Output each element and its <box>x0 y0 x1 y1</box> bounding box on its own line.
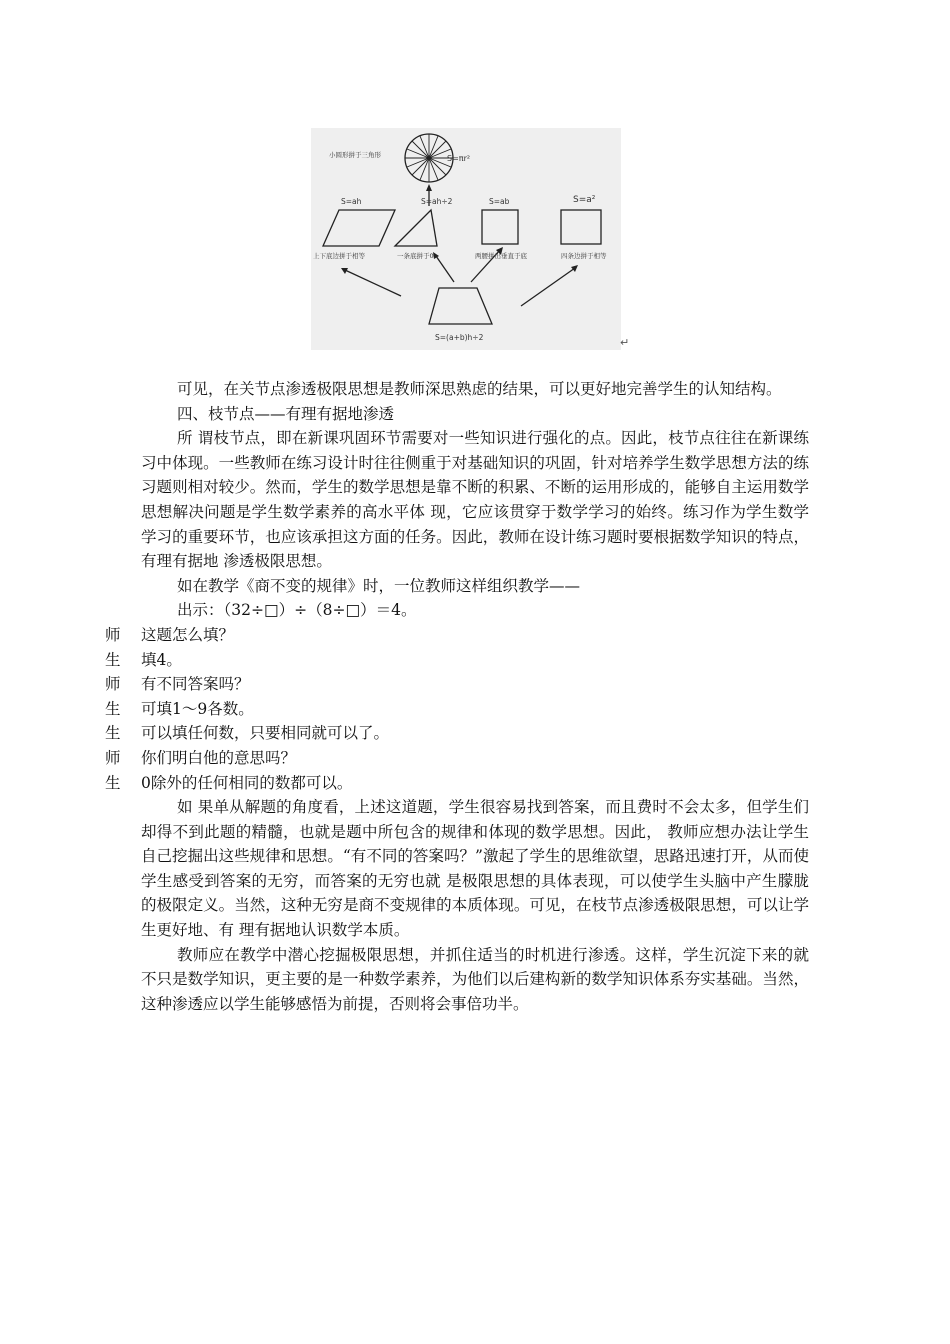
dialog-speaker: 生 <box>105 699 121 718</box>
dialog-speaker: 生 <box>105 724 121 743</box>
paragraph-analysis: 如 果单从解题的角度看，上述这道题，学生很容易找到答案，而且费时不会太多，但学生们却得不到此题的精髓，也就是题中所包含的规律和体现的数学思想。因此， 教师应想办法让学生自己挖掘出这些规律和思想。“有不同的答案吗？”激起了学生的思维欲望，思路迅速打开，从而使学生感受到答案的无穷，而答案的无穷也就 是极限思想的具体表现，可以使学生头脑中产生朦胧的极限定义。当然，这种无穷是商不变规律的本质体现。可见，在枝节点渗透极限思想，可以让学生更好地、有 理有据地认识数学本质。 <box>141 798 809 940</box>
dialog-text: 填4。 <box>141 650 182 669</box>
paragraph-problem: 出示：（32÷□）÷（8÷□）＝4。 <box>177 601 417 620</box>
diagram-svg <box>311 128 621 350</box>
dialog-speaker: 师 <box>105 625 121 644</box>
rectangle-caption: 两腰拼出垂直于底 <box>475 252 527 260</box>
dialog-line <box>105 746 809 771</box>
paragraph-return-mark: ↵ <box>620 336 630 349</box>
dialog-line <box>105 721 809 746</box>
parallelogram-caption: 上下底边拼于相等 <box>313 252 365 260</box>
classroom-dialog <box>105 623 809 795</box>
dialog-text: 可以填任何数，只要相同就可以了。 <box>141 724 390 743</box>
dialog-speaker: 生 <box>105 650 121 669</box>
triangle-caption: 一条底拼于0 <box>397 252 434 260</box>
dialog-line <box>105 771 809 796</box>
dialog-speaker: 师 <box>105 675 121 694</box>
circle-caption: 小圆形拼于三角形 <box>329 151 381 159</box>
trapezoid-shape <box>429 288 492 324</box>
dialog-text: 这题怎么填？ <box>141 625 235 644</box>
dialog-line <box>105 623 809 648</box>
dialog-speaker: 师 <box>105 748 121 767</box>
dialog-line <box>105 672 809 697</box>
section-heading-4: 四、枝节点——有理有据地渗透 <box>177 404 395 423</box>
parallelogram-formula: S=ah <box>341 197 362 206</box>
dialog-line <box>105 697 809 722</box>
rectangle-formula: S=ab <box>489 197 510 206</box>
triangle-formula: S=ah÷2 <box>421 197 453 206</box>
dialog-speaker: 生 <box>105 773 121 792</box>
dialog-text: 你们明白他的意思吗？ <box>141 748 297 767</box>
trapezoid-formula: S=(a+b)h÷2 <box>435 333 484 342</box>
area-formula-diagram <box>311 128 621 350</box>
dialog-text: 可填1～9各数。 <box>141 699 254 718</box>
square-formula: S=a² <box>573 195 596 205</box>
square-shape <box>561 210 601 244</box>
dialog-text: 0除外的任何相同的数都可以。 <box>141 773 353 792</box>
circle-formula: S=πr² <box>447 154 471 163</box>
article-body <box>105 377 809 1016</box>
dialog-line <box>105 648 809 673</box>
paragraph-example-intro: 如在教学《商不变的规律》时，一位教师这样组织教学—— <box>177 576 581 595</box>
rectangle-shape <box>482 210 518 244</box>
paragraph-conclusion-1: 可见，在关节点渗透极限思想是教师深思熟虑的结果，可以更好地完善学生的认知结构。 <box>177 380 782 398</box>
dialog-text: 有不同答案吗？ <box>141 675 250 694</box>
paragraph-branch-node: 所 谓枝节点，即在新课巩固环节需要对一些知识进行强化的点。因此，枝节点往往在新课练习中体现。一些教师在练习设计时往往侧重于对基础知识的巩固，针对培养学生数学思想方法的练习题则相对较少。然而，学生的数学思想是靠不断的积累、不断的运用形成的，能够自主运用数学思想解决问题是学生数学素养的高水平体 现，它应该贯穿于数学学习的始终。练习作为学生数学学习的重要环节，也应该承担这方面的任务。因此，教师在设计练习题时要根据数学知识的特点，有理有据地 渗透极限思想。 <box>141 429 809 571</box>
parallelogram-shape <box>323 210 395 246</box>
paragraph-conclusion-2: 教师应在教学中潜心挖掘极限思想，并抓住适当的时机进行渗透。这样，学生沉淀下来的就不只是数学知识，更主要的是一种数学素养，为他们以后建构新的数学知识体系夯实基础。当然，这种渗透应以学生能够感悟为前提，否则将会事倍功半。 <box>141 945 809 1013</box>
triangle-shape <box>395 210 437 246</box>
square-caption: 四条边拼于相等 <box>561 252 607 260</box>
